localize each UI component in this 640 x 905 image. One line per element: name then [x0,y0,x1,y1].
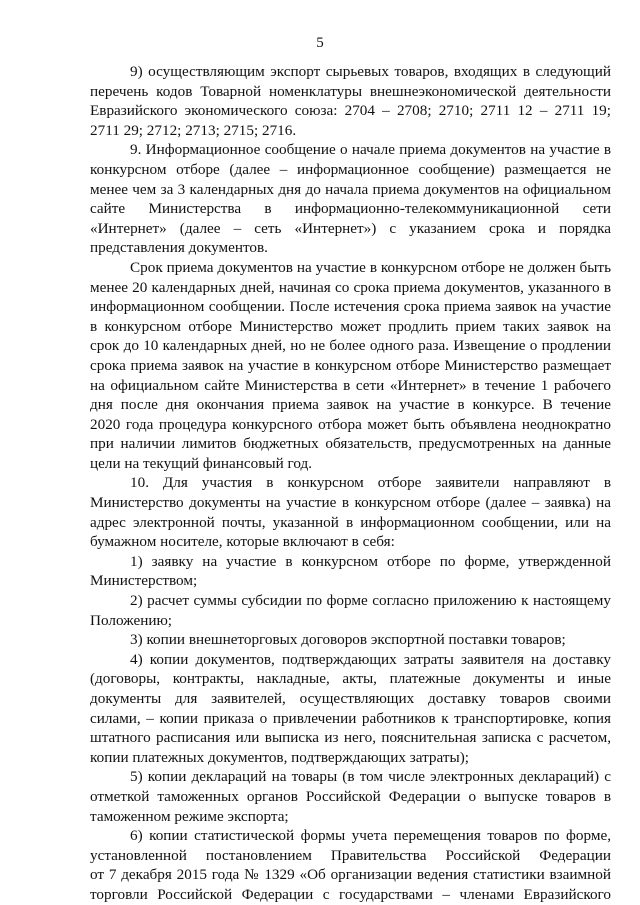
text-line: бумажном носителе, которые включают в себя: [90,533,395,551]
text-line: дня после дня окончания приема заявок на участие в конкурсе. В течение [90,396,611,414]
text-line: 5) копии деклараций на товары (в том числе электронных деклараций) с [130,768,611,786]
text-line: 10. Для участия в конкурсном отборе заявители направляют в [130,474,611,492]
text-line: адрес электронной почты, указанной в информационном сообщении, или на [90,513,611,531]
text-line: цели на текущий финансовый год. [90,454,313,472]
text-line: 3) копии внешнеторговых договоров экспортной поставки товаров; [130,631,566,649]
text-line: Срок приема документов на участие в конкурсном отборе не должен быть [130,258,611,276]
text-line: (договоры, контракты, накладные, акты, платежные документы и иные [90,670,611,688]
text-line: 4) копии документов, подтверждающих затраты заявителя на доставку [130,650,611,668]
text-line: документы для заявителей, осуществляющих доставку товаров своими [90,690,611,707]
text-line: информационном сообщении. После истечения срока приема заявок на участие [90,298,611,316]
text-line: силами, – копии приказа о привлечении работников к транспортировке, копия [90,709,611,727]
text-line: Евразийского экономического союза: 2704 – 2708; 2710; 2711 12 – 2711 19; [90,102,611,120]
text-line: торговли Российской Федерации с государствами – членами Евразийского [90,885,611,903]
text-line: 2711 29; 2712; 2713; 2715; 2716. [90,121,297,139]
text-line: на официальном сайте Министерства в сети «Интернет» в течение 1 рабочего [90,376,611,394]
text-line: 2) расчет суммы субсидии по форме согласно приложению к настоящему [130,592,611,610]
text-line: конкурсном отборе (далее – информационное сообщение) размещается не [90,160,611,178]
text-line: Министерство документы на участие в конкурсном отборе (далее – заявка) на [90,494,611,512]
text-line: перечень кодов Товарной номенклатуры внешнеэкономической деятельности [90,82,611,100]
text-line: срока приема заявок на участие в конкурсном отборе Министерство размещает [90,356,611,374]
text-line: отметкой таможенных органов Российской Федерации о выпуске товаров в [90,787,611,805]
text-line: 1) заявку на участие в конкурсном отборе по форме, утвержденной [130,552,611,570]
text-line: 9. Информационное сообщение о начале приема документов на участие в [130,141,611,159]
text-line: таможенном режиме экспорта; [90,807,289,825]
text-line: 2020 года процедура конкурсного отбора может быть объявлена неоднократно [90,415,611,433]
text-line: представления документов. [90,239,268,257]
text-line: Положению; [90,611,173,629]
text-line: Министерством; [90,572,198,590]
text-line: менее чем за 3 календарных дня до начала приема документов на официальном [90,180,611,198]
text-line: в конкурсном отборе Министерство может продлить прием таких заявок на [90,317,611,335]
text-line: сайте Министерства в информационно-телекоммуникационной сети [90,200,611,218]
text-line: при наличии лимитов бюджетных обязательств, предусмотренных на данные [90,435,611,453]
text-line: менее 20 календарных дней, начиная со срока приема документов, указанного в [90,278,611,296]
text-line: «Интернет» (далее – сеть «Интернет») с указанием срока и порядка [90,219,611,237]
text-line: штатного расписания или выписка из него, пояснительная записка с расчетом, [90,729,611,747]
text-line: от 7 декабря 2015 года № 1329 «Об организации ведения статистики взаимной [90,866,611,884]
text-line: установленной постановлением Правительства Российской Федерации [90,846,611,864]
text-line: копии платежных документов, подтверждающих затраты); [90,748,469,766]
document-body [90,62,611,905]
text-line: 9) осуществляющим экспорт сырьевых товаров, входящих в следующий [130,63,611,80]
text-line: срок до 10 календарных дней, но не более одного раза. Извещение о продлении [90,337,611,355]
page-number: 5 [316,35,324,51]
text-line: 6) копии статистической формы учета перемещения товаров по форме, [130,827,611,845]
